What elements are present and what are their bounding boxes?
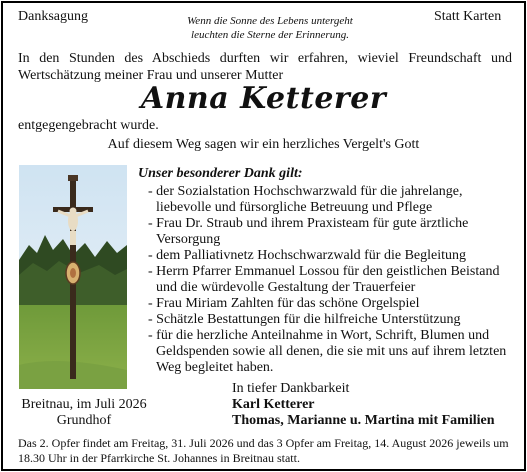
thanks-list [148,184,520,376]
signature-line-1: Karl Ketterer [232,397,315,412]
signature-line-2: Thomas, Marianne u. Martina mit Familien [232,413,495,428]
thanks-item: - der Sozialstation Hochschwarzwald für die jahrelange, liebevolle und fürsorgliche Betreuung und Pflege [148,184,463,215]
motto-line-1: Wenn die Sonne des Lebens untergeht [187,15,353,27]
place-date [14,397,154,429]
thanks-item: - Herrn Pfarrer Emmanuel Lossou für den geistlichen Beistand und die würdevolle Gestaltung der Trauerfeier [148,264,500,295]
signature-intro: In tiefer Dankbarkeit [232,381,350,396]
motto-line-2: leuchten die Sterne der Erinnerung. [191,29,349,41]
thanks-item: - Frau Miriam Zahlten für das schöne Orgelspiel [148,296,420,311]
thanks-line: Auf diesem Weg sagen wir ein herzliches Vergelt's Gott [107,137,420,152]
header-danksagung: Danksagung [18,9,88,24]
place-sub-line: Grundhof [56,413,112,428]
received-text: entgegengebracht wurde. [18,118,159,133]
intro-text: In den Stunden des Abschieds durften wir erfahren, wieviel Freundschaft und Wertschätzung meiner Frau und unserer Mutter [18,51,512,83]
thanks-item: - für die herzliche Anteilnahme in Wort, Schrift, Blumen und Geldspenden sowie all denen, die sie mit uns auf ihrem letzten Weg begleitet haben. [148,328,507,375]
signature-block [232,381,495,429]
header-statt-karten: Statt Karten [434,9,502,24]
footer-mass-notice: Das 2. Opfer findet am Freitag, 31. Juli 2026 und das 3 Opfer am Freitag, 14. August 2026 jeweils um 18.30 Uhr in der Pfarrkirche St. Johannes in Breitnau statt. [18,436,509,465]
thanks-item: - Schätzle Bestattungen für die hilfreiche Unterstützung [148,312,461,327]
place-date-line: Breitnau, im Juli 2026 [21,397,147,412]
thanks-item: - Frau Dr. Straub und ihrem Praxisteam für gute ärztliche Versorgung [148,216,469,247]
special-thanks-heading: Unser besonderer Dank gilt: [138,166,303,181]
deceased-name: Anna Ketterer [140,81,387,116]
wayside-cross-photo [19,165,127,389]
motto [150,14,390,42]
thanks-item: - dem Palliativnetz Hochschwarzwald für die Begleitung [148,248,467,263]
